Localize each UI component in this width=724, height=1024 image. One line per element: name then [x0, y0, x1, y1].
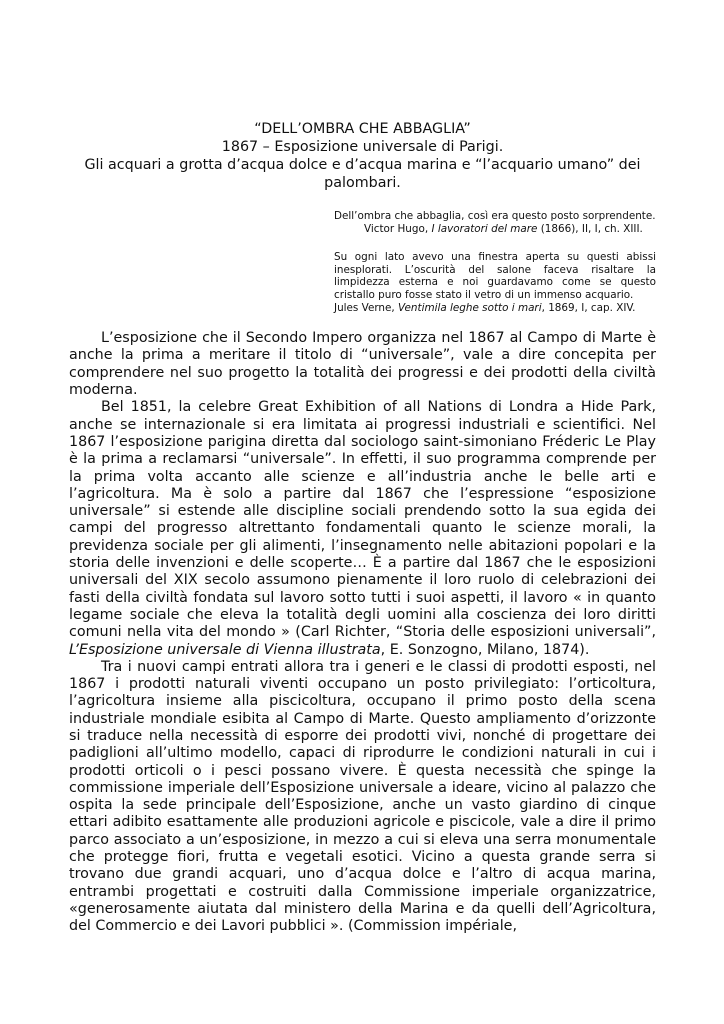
- title-block: [69, 120, 656, 192]
- epigraph-details: (1866), II, I, ch. XIII.: [537, 222, 643, 235]
- document-page: [69, 120, 656, 936]
- epigraph-details: , 1869, I, cap. XIV.: [541, 301, 636, 314]
- epigraph-attribution: [334, 302, 656, 315]
- body-text: [69, 330, 656, 935]
- epigraph-work-title: Ventimila leghe sotto i mari: [398, 301, 542, 314]
- epigraph-author: Jules Verne,: [334, 301, 399, 314]
- epigraph-verne: [334, 251, 656, 314]
- epigraph-quote: Su ogni lato avevo una finestra aperta su questi abissi inesplorati. L’oscurità del salone faceva risaltare la limpidezza esterna e noi guardavamo come se questo cristallo puro fosse stato il vetro di un immenso acquario.: [334, 251, 656, 301]
- epigraph-attribution: [334, 223, 656, 236]
- cited-work-title: L’Esposizione universale di Vienna illustrata: [69, 641, 381, 658]
- epigraph-author: Victor Hugo,: [364, 222, 432, 235]
- paragraph-2-text: Bel 1851, la celebre Great Exhibition of all Nations di Londra a Hide Park, anche se internazionale si era limitata ai progressi industriali e scientifici. Nel 1867 l’esposizione parigina diretta dal sociologo saint-simoniano Fréderic Le Play è la prima a reclamarsi “universale”. In effetti, il suo programma comprende per la prima volta accanto alle scienze e all’industria anche le belle arti e l’agricoltura. Ma è solo a partire dal 1867 che l’espressione “esposizione universale” si estende alle discipline sociali prendendo sotto la sua egida dei campi del progresso altrettanto fondamentali quanto le scienze morali, la previdenza sociale per gli alimenti, l’insegnamento nelle abitazioni popolari e la storia delle invenzioni e delle scoperte… È a partire dal 1867 che le esposizioni universali del XIX secolo assumono pienamente il loro ruolo di celebrazioni dei fasti della civiltà fondata sul lavoro sotto tutti i suoi aspetti, il lavoro « in quanto legame sociale che eleva la totalità degli uomini alla coscienza dei loro diritti comuni nella vita del mondo » (Carl Richter, “Storia delle esposizioni universali”,: [69, 399, 656, 641]
- paragraph-3: Tra i nuovi campi entrati allora tra i generi e le classi di prodotti esposti, nel 1867 i prodotti naturali viventi occupano un posto privilegiato: l’orticoltura, l’agricoltura insieme alla piscicoltura, occupano il primo posto della scena industriale mondiale esibita al Campo di Marte. Questo ampliamento d’orizzonte si traduce nella necessità di esporre dei prodotti vivi, nonché di progettare dei padiglioni all’ultimo modello, capaci di riprodurre le condizioni naturali in cui i prodotti orticoli o i pesci possano vivere. È questa necessità che spinge la commissione imperiale dell’Esposizione universale a ideare, vicino al palazzo che ospita la sede principale dell’Esposizione, anche un vasto giardino di cinque ettari adibito esattamente alle produzioni agricole e piscicole, vale a dire il primo parco associato a un’esposizione, in mezzo a cui si eleva una serra monumentale che protegge fiori, frutta e vegetali esotici. Vicino a questa grande serra si trovano due grandi acquari, uno d’acqua dolce e l’altro di acqua marina, entrambi progettati e costruiti dalla Commissione imperiale organizzatrice, «generosamente aiutata dal ministero della Marina e da quelli dell’Agricoltura, del Commercio e dei Lavori pubblici ». (Commission impériale,: [69, 658, 656, 935]
- title-subtitle: 1867 – Esposizione universale di Parigi.: [221, 139, 504, 155]
- epigraph-hugo: [334, 210, 656, 235]
- title-main: “DELL’OMBRA CHE ABBAGLIA”: [254, 121, 471, 137]
- title-description: Gli acquari a grotta d’acqua dolce e d’acqua marina e “l’acquario umano” dei palombari.: [84, 157, 641, 191]
- epigraph-work-title: I lavoratori del mare: [431, 222, 538, 235]
- epigraphs: [334, 210, 656, 314]
- paragraph-2: [69, 399, 656, 658]
- paragraph-1: L’esposizione che il Secondo Impero organizza nel 1867 al Campo di Marte è anche la prima a meritare il titolo di “universale”, vale a dire concepita per comprendere nel suo progetto la totalità dei progressi e dei prodotti della civiltà moderna.: [69, 330, 656, 399]
- epigraph-quote: Dell’ombra che abbaglia, così era questo posto sorprendente.: [334, 210, 656, 222]
- paragraph-2-citation-end: , E. Sonzogno, Milano, 1874).: [380, 641, 590, 658]
